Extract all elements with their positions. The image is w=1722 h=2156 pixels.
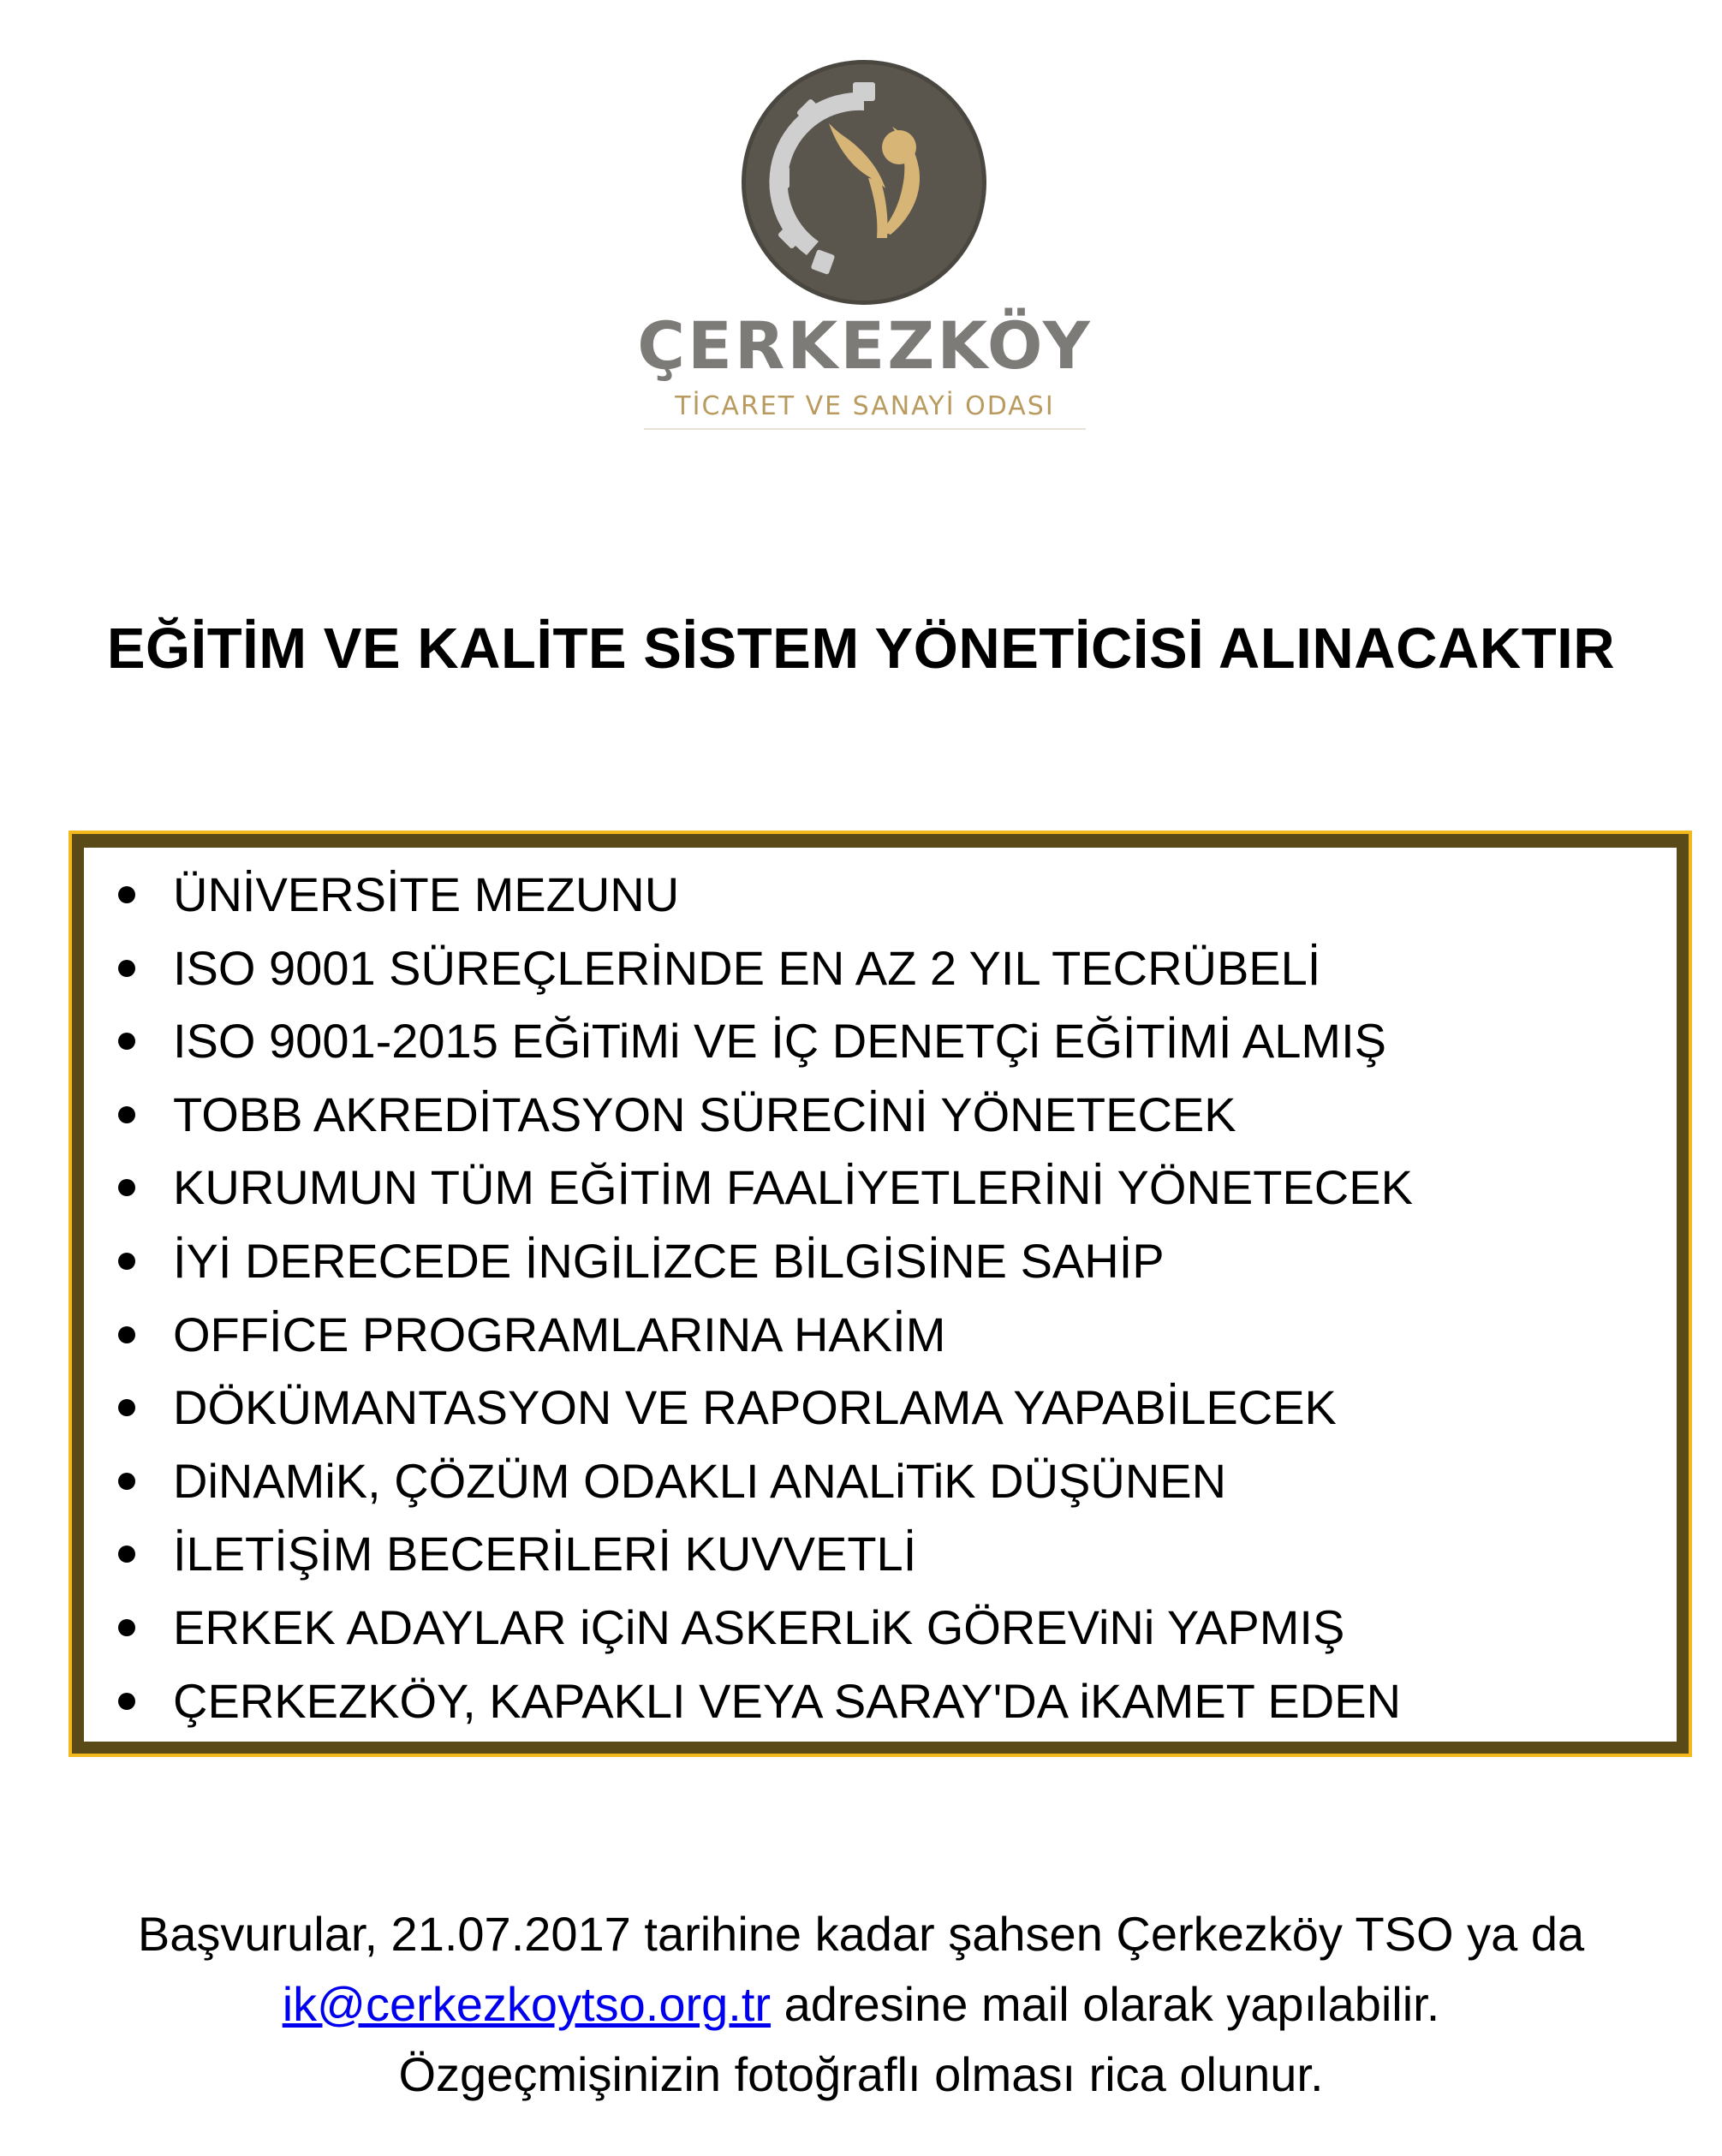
bullet-icon — [118, 886, 135, 903]
list-item — [84, 1371, 1413, 1444]
list-item — [84, 1517, 1413, 1591]
chamber-logo — [634, 58, 1096, 435]
requirements-panel — [84, 848, 1677, 1742]
application-info — [0, 1899, 1722, 2110]
requirement-text: ISO 9001 SÜREÇLERİNDE EN AZ 2 YIL TECRÜBELİ — [173, 940, 1321, 995]
requirements-box — [69, 831, 1692, 1757]
page-title: EĞİTİM VE KALİTE SİSTEM YÖNETİCİSİ ALINACAKTIR — [106, 616, 1616, 681]
application-deadline-text: Başvurular, 21.07.2017 tarihine kadar şahsen Çerkezköy TSO ya da — [137, 1907, 1585, 1961]
requirement-text: DÖKÜMANTASYON VE RAPORLAMA YAPABİLECEK — [173, 1380, 1337, 1435]
cv-photo-note: Özgeçmişinizin fotoğraflı olması rica olunur. — [398, 2047, 1324, 2101]
requirement-text: ISO 9001-2015 EĞiTiMi VE İÇ DENETÇi EĞİTİMİ ALMIŞ — [173, 1014, 1386, 1069]
list-item — [84, 1591, 1413, 1665]
bullet-icon — [118, 1619, 135, 1636]
email-link[interactable]: ik@cerkezkoytso.org.tr — [282, 1977, 772, 2031]
bullet-icon — [118, 1179, 135, 1196]
logo-underline — [644, 428, 1086, 430]
bullet-icon — [118, 1033, 135, 1050]
logo-subtitle: TİCARET VE SANAYİ ODASI — [675, 391, 1055, 421]
list-item — [84, 1444, 1413, 1518]
list-item — [84, 1298, 1413, 1372]
bullet-icon — [118, 1253, 135, 1270]
list-item — [84, 1665, 1413, 1738]
requirement-text: ÜNİVERSİTE MEZUNU — [173, 867, 680, 921]
bullet-icon — [118, 1106, 135, 1123]
bullet-icon — [118, 1326, 135, 1343]
requirement-text: İLETİŞİM BECERİLERİ KUVVETLİ — [173, 1527, 917, 1581]
list-item — [84, 1224, 1413, 1298]
requirement-text: OFFİCE PROGRAMLARINA HAKİM — [173, 1307, 946, 1361]
bullet-icon — [118, 960, 135, 977]
requirement-text: ÇERKEZKÖY, KAPAKLI VEYA SARAY'DA iKAMET EDEN — [173, 1673, 1402, 1728]
email-line-text: adresine mail olarak yapılabilir. — [771, 1977, 1440, 2031]
list-item — [84, 932, 1413, 1005]
logo-wordmark: ÇERKEZKÖY — [637, 307, 1093, 384]
bullet-icon — [118, 1546, 135, 1563]
bullet-icon — [118, 1693, 135, 1710]
requirements-list — [84, 858, 1413, 1737]
requirement-text: KURUMUN TÜM EĞİTİM FAALİYETLERİNİ YÖNETECEK — [173, 1160, 1413, 1215]
list-item — [84, 1004, 1413, 1078]
requirement-text: İYİ DERECEDE İNGİLİZCE BİLGİSİNE SAHİP — [173, 1233, 1165, 1288]
gear-person-emblem — [740, 58, 988, 307]
application-email-line — [0, 1969, 1722, 2040]
requirement-text: TOBB AKREDİTASYON SÜRECİNİ YÖNETECEK — [173, 1087, 1236, 1141]
bullet-icon — [118, 1399, 135, 1416]
list-item — [84, 1151, 1413, 1224]
requirement-text: ERKEK ADAYLAR iÇiN ASKERLiK GÖREViNi YAPMIŞ — [173, 1599, 1345, 1654]
requirement-text: DiNAMiK, ÇÖZÜM ODAKLI ANALiTiK DÜŞÜNEN — [173, 1453, 1227, 1508]
list-item — [84, 1078, 1413, 1152]
list-item — [84, 858, 1413, 932]
bullet-icon — [118, 1473, 135, 1490]
